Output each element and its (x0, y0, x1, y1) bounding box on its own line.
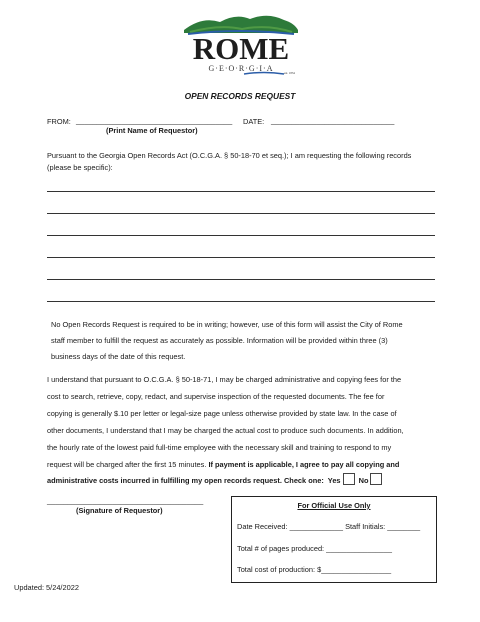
updated-date: Updated: 5/24/2022 (14, 583, 79, 592)
request-line-6[interactable] (47, 301, 435, 302)
agree-text: administrative costs incurred in fulfilling my open records request. Check one: (47, 476, 324, 485)
fees-line-4: other documents, I understand that I may be charged the actual cost to produce such documents. In addition, (47, 426, 404, 435)
no-label: No (358, 476, 369, 485)
request-line-1[interactable] (47, 191, 435, 192)
official-use-heading: For Official Use Only (297, 501, 371, 510)
notice-line-2: staff member to fulfill the request as accurately as possible. Information will be provided within three (3) (51, 336, 388, 345)
request-line-4[interactable] (47, 257, 435, 258)
pursuant-line-1: Pursuant to the Georgia Open Records Act (O.C.G.A. § 50-18-70 et seq.); I am requesting the following records (47, 151, 412, 160)
notice-line-3: business days of the date of this request. (51, 352, 186, 361)
from-field[interactable]: ______________________________________ (76, 116, 233, 125)
request-line-2[interactable] (47, 213, 435, 214)
svg-text:G·E·O·R·G·I·A: G·E·O·R·G·I·A (208, 64, 274, 73)
signature-field[interactable]: ______________________________________ (47, 496, 204, 505)
yes-checkbox[interactable] (343, 473, 355, 485)
production-cost-field[interactable]: Total cost of production: $_________________ (237, 565, 392, 574)
print-name-label: (Print Name of Requestor) (106, 126, 198, 135)
svg-text:est. 1834: est. 1834 (284, 71, 295, 75)
city-logo (180, 10, 302, 76)
pages-produced-field[interactable]: Total # of pages produced: ________________ (237, 544, 392, 553)
fees-line-6-plain: request will be charged after the first 15 minutes. (47, 460, 209, 469)
agree-check-line (47, 472, 384, 490)
request-line-5[interactable] (47, 279, 435, 280)
from-label: FROM: (47, 117, 71, 126)
no-checkbox[interactable] (370, 473, 382, 485)
signature-label: (Signature of Requestor) (76, 506, 163, 515)
notice-line-1: No Open Records Request is required to be in writing; however, use of this form will assist the City of Rome (51, 320, 403, 329)
fees-line-2: cost to search, retrieve, copy, redact, and supervise inspection of the requested documents. The fee for (47, 392, 385, 401)
date-field[interactable]: ______________________________ (271, 116, 395, 125)
form-title: OPEN RECORDS REQUEST (184, 91, 296, 101)
fees-line-5: the hourly rate of the lowest paid full-time employee with the necessary skill and training to respond to my (47, 443, 392, 452)
svg-text:ROME: ROME (192, 31, 290, 66)
fees-line-3: copying is generally $.10 per letter or legal-size page unless otherwise provided by state law. In the case of (47, 409, 397, 418)
request-line-3[interactable] (47, 235, 435, 236)
date-received-field[interactable]: Date Received: _____________ Staff Initials: ________ (237, 522, 421, 531)
date-label: DATE: (243, 117, 265, 126)
pursuant-line-2: (please be specific): (47, 163, 113, 172)
city-seal-graphic (180, 10, 302, 76)
yes-label: Yes (327, 476, 341, 485)
official-use-box (231, 496, 437, 583)
fees-line-1: I understand that pursuant to O.C.G.A. § 50-18-71, I may be charged administrative and copying fees for the (47, 375, 402, 384)
payment-agree-bold: If payment is applicable, I agree to pay all copying and (208, 460, 400, 469)
